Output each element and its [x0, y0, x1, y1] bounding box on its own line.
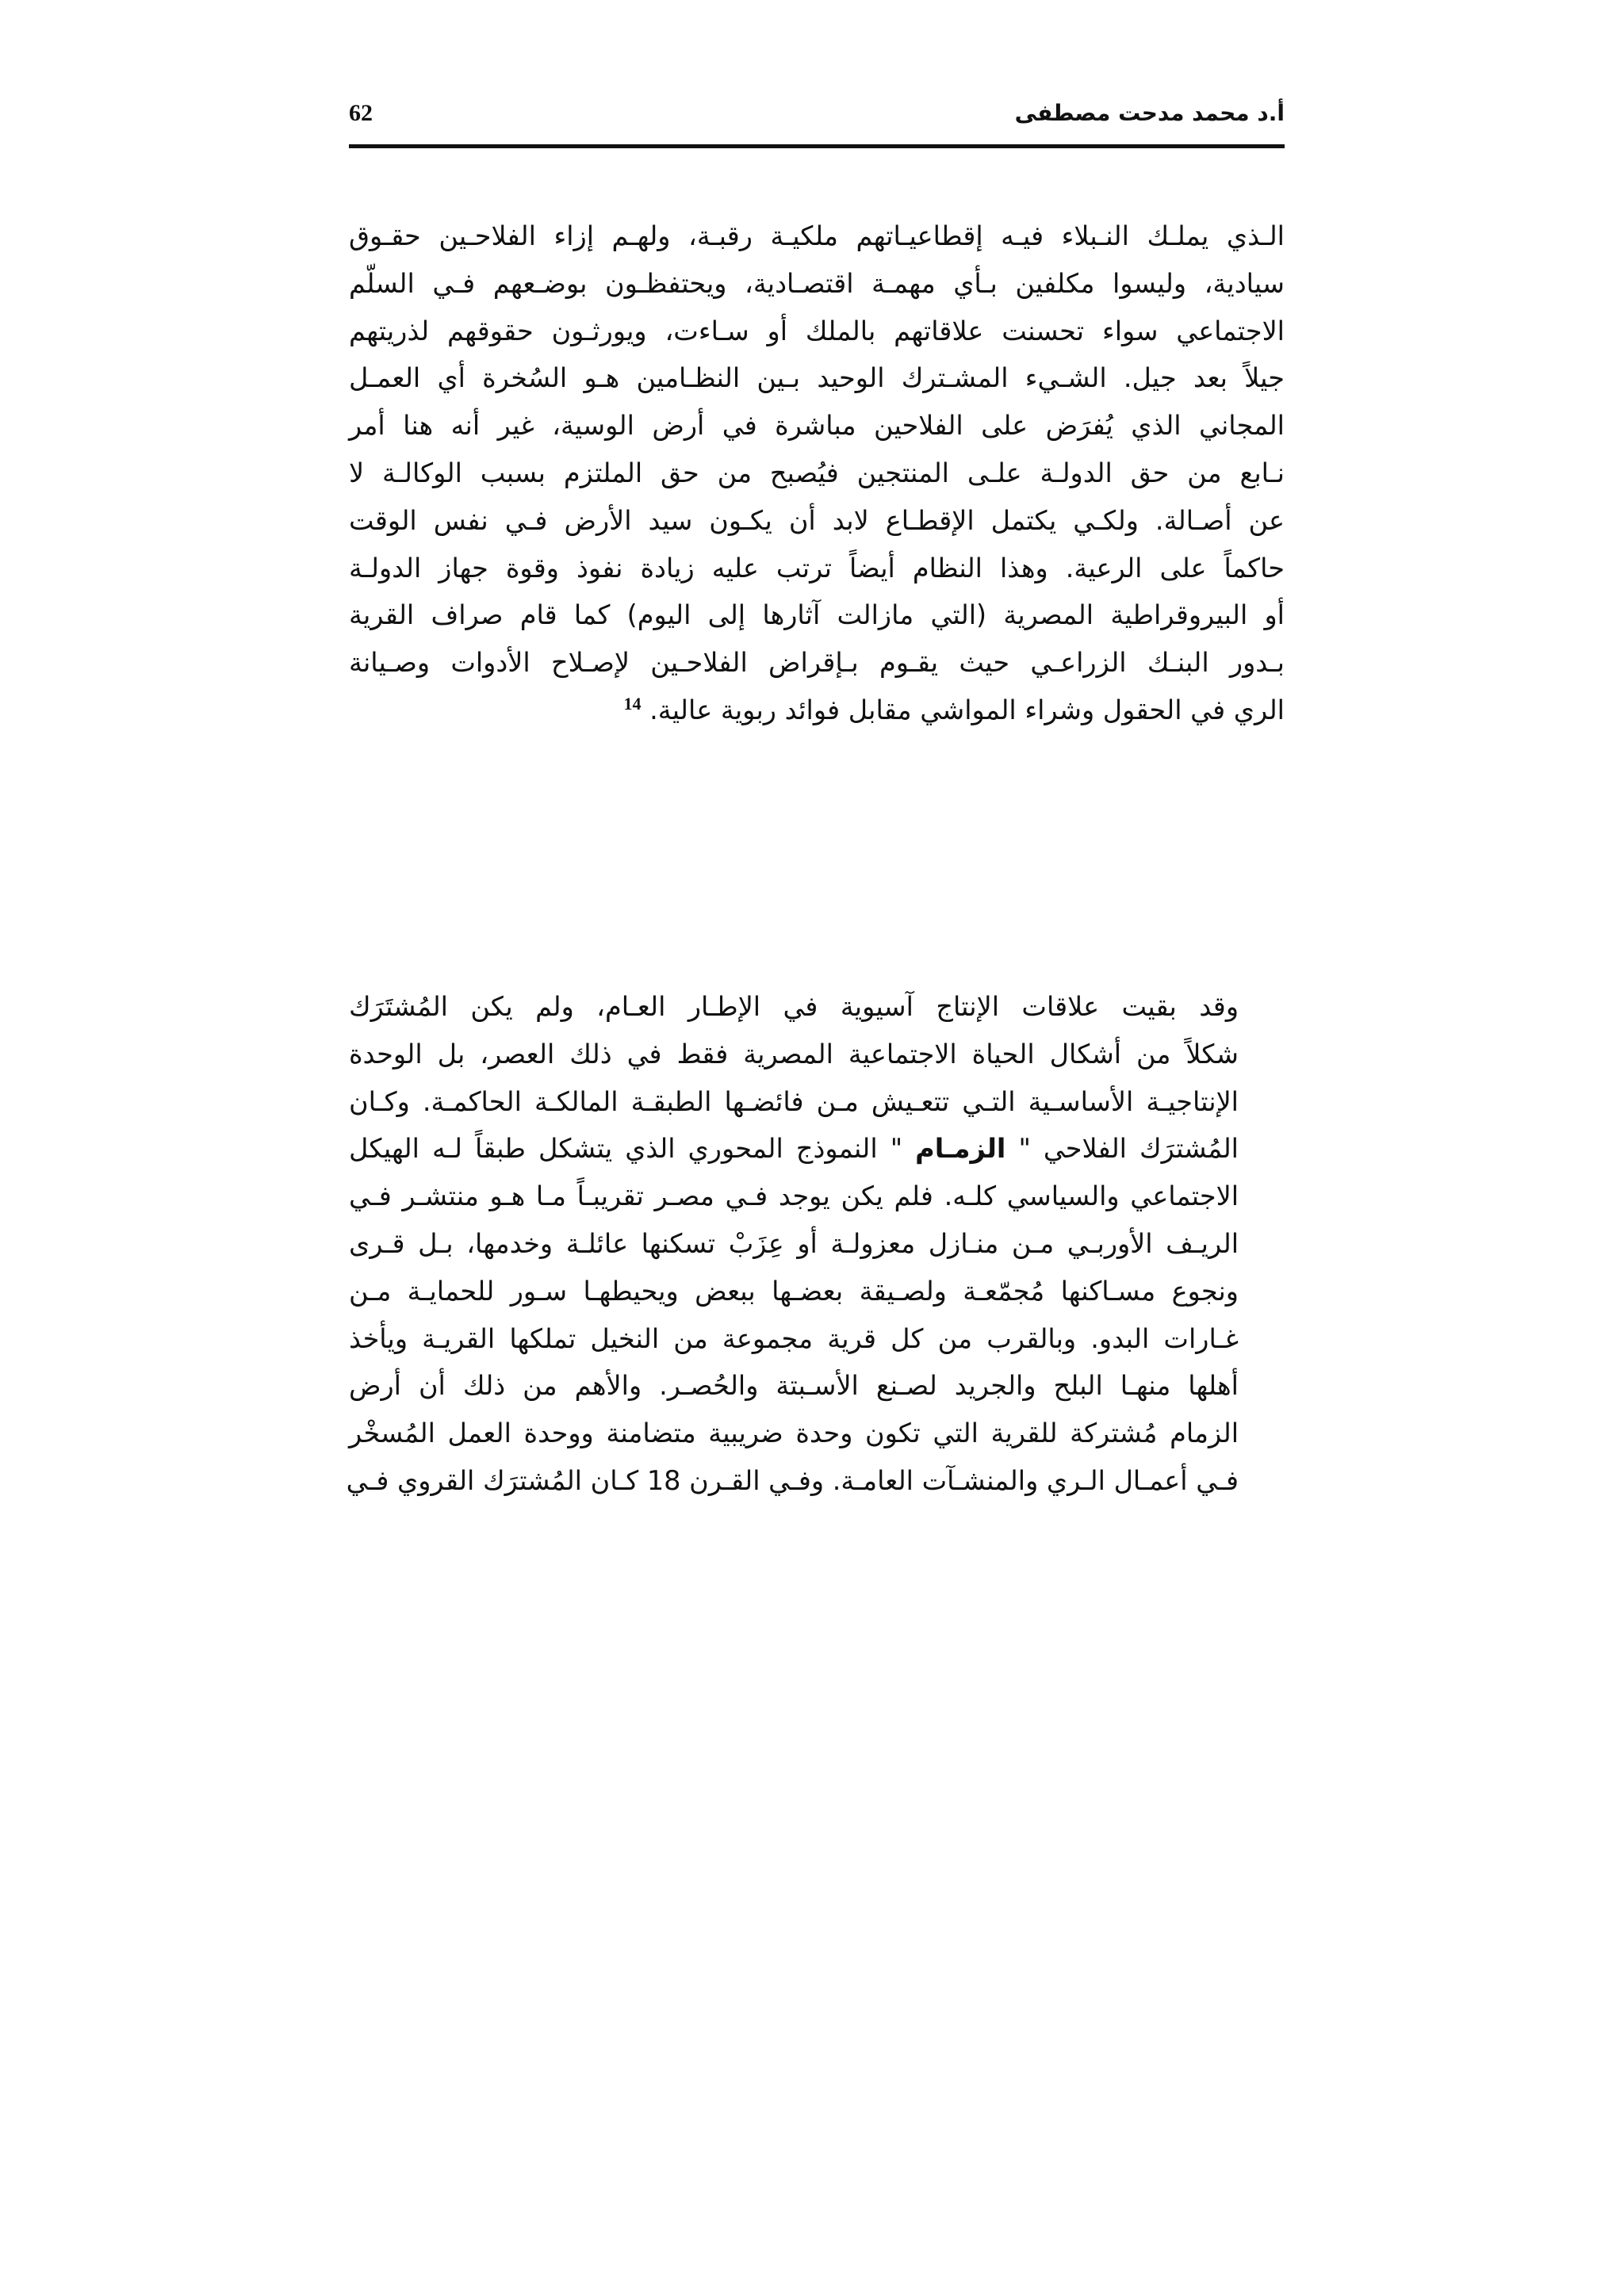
text-line: الريـف الأوربـي مـن منـازل معزولـة أو عِزَبْ تسكنها عائلـة وخدمها، بـل قـرى — [349, 1227, 1239, 1259]
text-line-part: " النموذج المحوري الذي يتشكل طبقاً لـه الهيكل — [349, 1133, 903, 1165]
text-line: شكلاً من أشكال الحياة الاجتماعية المصرية فقط في ذلك العصر، بل الوحدة — [349, 1038, 1239, 1070]
footnote-reference[interactable]: 14 — [623, 693, 642, 714]
text-line: ونجوع مسـاكنها مُجمّعـة ولصـيقة بعضـها ببعض ويحيطهـا سـور للحمايـة مـن — [349, 1275, 1239, 1307]
text-line: حاكماً على الرعية. وهذا النظام أيضاً ترتب عليه زيادة نفوذ وقوة جهاز الدولـة — [349, 552, 1285, 584]
text-line: أهلها منهـا البلح والجريد لصـنع الأسـبتة والحُصـر. والأهم من ذلك أن أرض — [349, 1370, 1239, 1402]
text-line: نـابع من حق الدولـة علـى المنتجين فيُصبح من حق الملتزم بسبب الوكالـة لا — [349, 457, 1285, 488]
paragraph-2 — [346, 983, 1285, 1505]
text-line: أو البيروقراطية المصرية (التي مازالت آثارها إلى اليوم) كما قام صراف القرية — [349, 599, 1285, 631]
text-line: الاجتماعي سواء تحسنت علاقاتهم بالملك أو سـاءت، ويورثـون حقوقهم لذريتهم — [349, 315, 1285, 346]
text-line: وقد بقيت علاقات الإنتاج آسيوية في الإطـار العـام، ولم يكن المُشتَرَك — [349, 991, 1239, 1022]
text-line-with-term — [349, 1125, 1285, 1173]
text-line: الإنتاجيـة الأساسـية التـي تتعـيش مـن فائضـها الطبقـة المالكـة الحاكمـة. وكـان — [349, 1085, 1239, 1117]
text-line: جيلاً بعد جيل. الشـيء المشـترك الوحيد بـين النظـامين هـو السُخرة أي العمـل — [349, 362, 1285, 394]
running-head-author: أ.د محمد مدحت مصطفى — [1014, 100, 1285, 126]
text-line-last — [349, 687, 1285, 734]
text-line: فـي أعمـال الـري والمنشـآت العامـة. وفـي القـرن 18 كـان المُشترَك القروي فـي — [346, 1464, 1239, 1496]
text-line: الزمام مُشتركة للقرية التي تكون وحدة ضريبية متضامنة ووحدة العمل المُسخْر — [349, 1418, 1239, 1449]
text-line: الاجتماعي والسياسي كلـه. فلم يكن يوجد فـي مصـر تقريبـاً مـا هـو منتشـر فـي — [349, 1181, 1239, 1212]
text-line: سيادية، وليسوا مكلفين بـأي مهمـة اقتصـادية، ويحتفظـون بوضـعهم فـي السلّم — [349, 267, 1285, 299]
text-line: غـارات البدو. وبالقرب من كل قرية مجموعة من النخيل تملكها القريـة ويأخذ — [349, 1322, 1239, 1354]
text-line: الـذي يملـك النـبلاء فيـه إقطاعيـاتهم ملكيـة رقبـة، ولهـم إزاء الفلاحـين حقـوق — [349, 220, 1285, 251]
text-line: المجاني الذي يُفرَض على الفلاحين مباشرة في أرض الوسية، غير أنه هنا أمر — [349, 410, 1285, 442]
text-line-content: الري في الحقول وشراء المواشي مقابل فوائد ربوية عالية. — [649, 694, 1285, 725]
bold-term-zimam: الزمـام — [915, 1133, 1006, 1165]
paragraph-1 — [349, 212, 1285, 734]
text-line: عن أصـالة. ولكـي يكتمل الإقطـاع لابد أن يكـون سيد الأرض فـي نفس الوقت — [349, 504, 1285, 536]
text-line: بـدور البنـك الزراعـي حيث يقـوم بـإقراض الفلاحـين لإصـلاح الأدوات وصـيانة — [349, 647, 1285, 679]
page-number: 62 — [349, 100, 373, 126]
header-divider — [349, 144, 1285, 148]
text-line-part: المُشترَك الفلاحي " — [1018, 1133, 1239, 1165]
page-header — [349, 100, 1285, 149]
